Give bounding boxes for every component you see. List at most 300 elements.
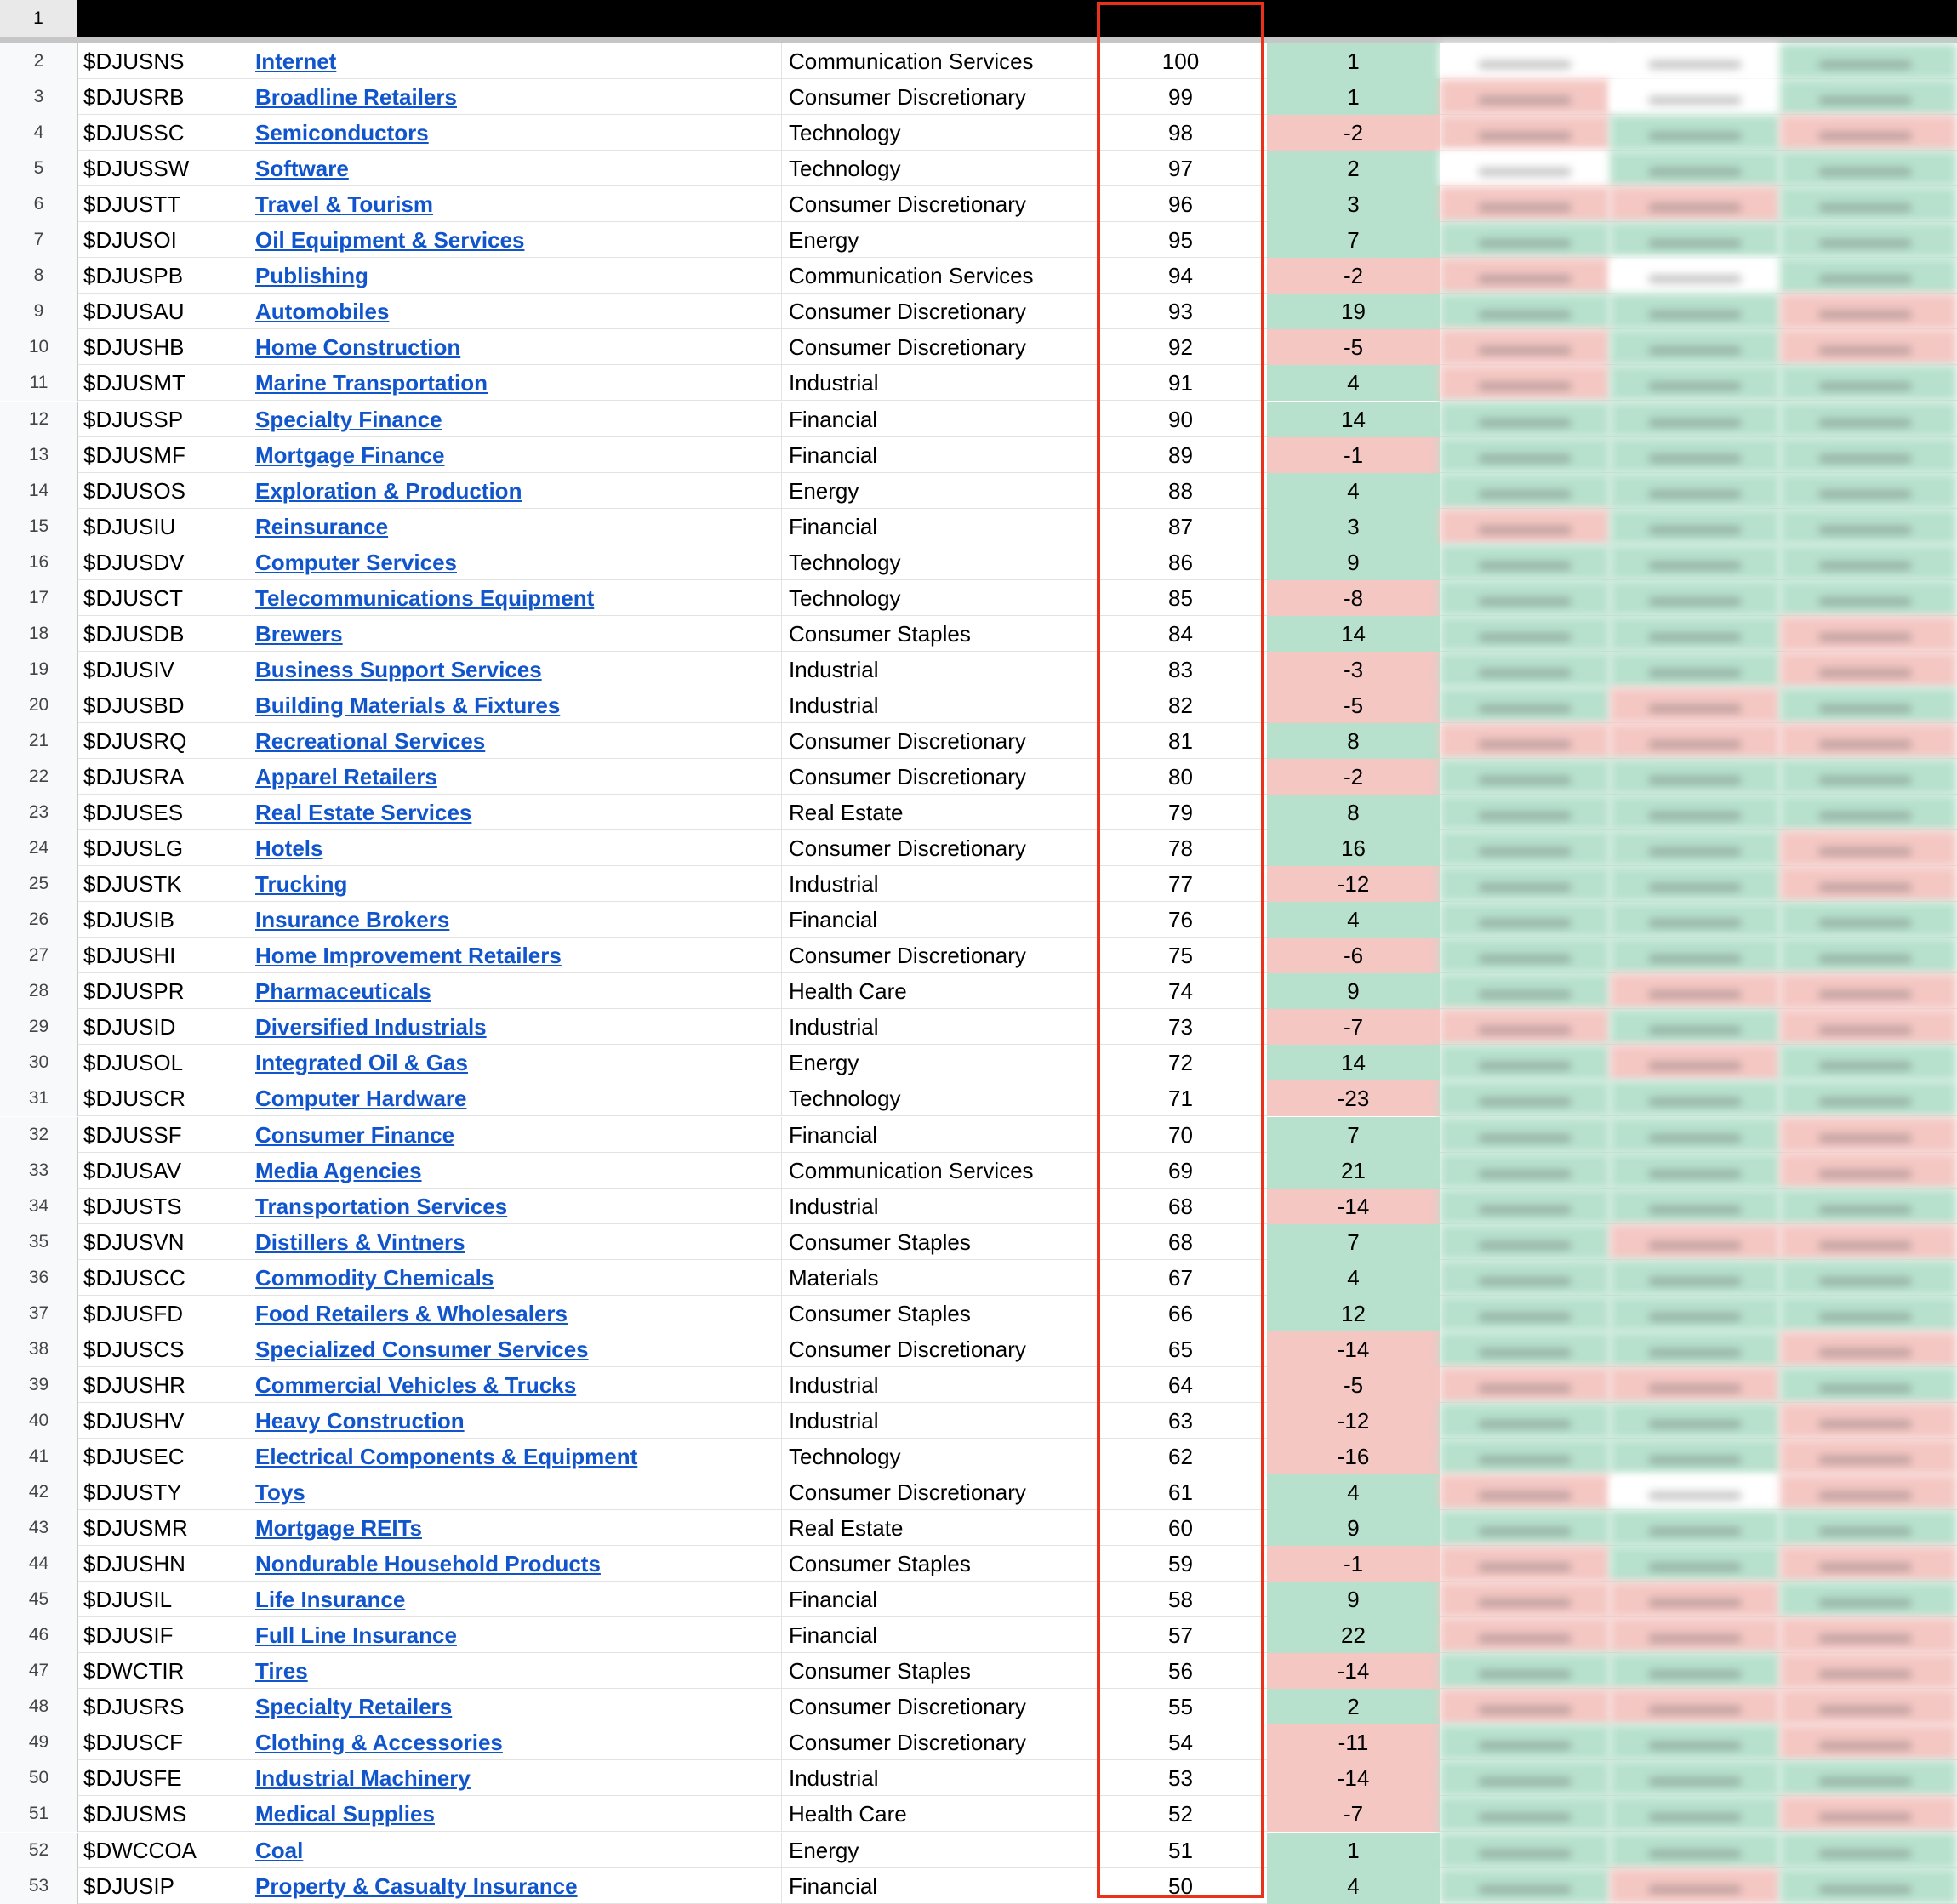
row-number[interactable]: 26 xyxy=(0,902,78,938)
sector-cell[interactable]: Financial xyxy=(789,442,878,468)
week12-change-cell-blurred[interactable] xyxy=(1780,115,1957,151)
rs-score-cell[interactable]: 55 xyxy=(1168,1694,1193,1720)
week2-change-cell-blurred[interactable] xyxy=(1440,795,1610,830)
industry-group-cell[interactable] xyxy=(248,1403,782,1439)
week2-change-cell-blurred[interactable] xyxy=(1440,1009,1610,1045)
sector-cell[interactable]: Communication Services xyxy=(789,263,1034,289)
week1-change-cell[interactable]: 14 xyxy=(1267,402,1440,437)
ticker-cell[interactable]: $DJUSFD xyxy=(78,1296,248,1331)
sector-cell[interactable]: Consumer Discretionary xyxy=(789,299,1026,325)
week2-change-cell-blurred[interactable] xyxy=(1440,1510,1610,1546)
rs-score-cell[interactable]: 96 xyxy=(1168,191,1193,218)
week1-change-cell[interactable]: -14 xyxy=(1267,1331,1440,1367)
sector-cell[interactable]: Industrial xyxy=(789,692,879,718)
industry-group-link[interactable]: Integrated Oil & Gas xyxy=(255,1050,468,1076)
week2-change-cell-blurred[interactable] xyxy=(1440,1224,1610,1260)
week4-change-cell-blurred[interactable] xyxy=(1610,1833,1780,1868)
week1-change-cell[interactable]: -1 xyxy=(1267,1546,1440,1582)
week12-change-cell-blurred[interactable] xyxy=(1780,1724,1957,1760)
week12-change-cell-blurred[interactable] xyxy=(1780,687,1957,723)
ticker-cell[interactable]: $DJUSRB xyxy=(78,79,248,115)
week12-change-cell-blurred[interactable] xyxy=(1780,580,1957,616)
week12-change-cell-blurred[interactable] xyxy=(1780,1403,1957,1439)
ticker-cell[interactable]: $DJUSNS xyxy=(78,43,248,79)
rs-score-cell[interactable]: 57 xyxy=(1168,1622,1193,1649)
rs-score-cell[interactable]: 94 xyxy=(1168,263,1193,289)
week4-change-cell-blurred[interactable] xyxy=(1610,1796,1780,1832)
rs-score-cell[interactable]: 90 xyxy=(1168,406,1193,432)
week4-change-cell-blurred[interactable] xyxy=(1610,115,1780,151)
sector-cell[interactable]: Consumer Discretionary xyxy=(789,1479,1026,1505)
rs-score-cell[interactable]: 65 xyxy=(1168,1336,1193,1362)
sector-cell[interactable]: Consumer Discretionary xyxy=(789,727,1026,754)
industry-group-cell[interactable] xyxy=(248,437,782,473)
industry-group-link[interactable]: Media Agencies xyxy=(255,1157,422,1183)
week12-change-cell-blurred[interactable] xyxy=(1780,1689,1957,1724)
week12-change-cell-blurred[interactable] xyxy=(1780,1117,1957,1153)
sector-header[interactable]: Sector xyxy=(788,6,857,31)
industry-group-cell[interactable] xyxy=(248,866,782,902)
sector-cell[interactable]: Technology xyxy=(789,120,901,146)
week12-change-cell-blurred[interactable] xyxy=(1780,1617,1957,1653)
ticker-cell[interactable]: $DJUSCS xyxy=(78,1331,248,1367)
week4-change-cell-blurred[interactable] xyxy=(1610,759,1780,795)
ticker-cell[interactable]: $DJUSBD xyxy=(78,687,248,723)
week4-change-cell-blurred[interactable] xyxy=(1610,365,1780,401)
week4-change-cell-blurred[interactable] xyxy=(1610,1260,1780,1296)
week1-change-cell[interactable]: 12 xyxy=(1267,1296,1440,1331)
week12-change-cell-blurred[interactable] xyxy=(1780,1796,1957,1832)
week1-change-cell[interactable]: -5 xyxy=(1267,1367,1440,1403)
week2-change-cell-blurred[interactable] xyxy=(1440,1080,1610,1116)
ticker-cell[interactable]: $DJUSRA xyxy=(78,759,248,795)
sector-cell[interactable]: Financial xyxy=(789,907,878,933)
industry-group-cell[interactable] xyxy=(248,1617,782,1653)
week2-change-cell-blurred[interactable] xyxy=(1440,222,1610,258)
rs-score-cell[interactable]: 63 xyxy=(1168,1407,1193,1434)
industry-group-link[interactable]: Software xyxy=(255,156,349,182)
industry-group-cell[interactable] xyxy=(248,973,782,1009)
row-number[interactable]: 10 xyxy=(0,329,78,365)
week4-change-cell-blurred[interactable] xyxy=(1610,1296,1780,1331)
week2-change-cell-blurred[interactable] xyxy=(1440,544,1610,580)
rs-score-cell[interactable]: 100 xyxy=(1161,48,1200,74)
week2-change-cell-blurred[interactable] xyxy=(1440,1582,1610,1617)
week12-change-cell-blurred[interactable] xyxy=(1780,759,1957,795)
industry-group-link[interactable]: Food Retailers & Wholesalers xyxy=(255,1300,568,1326)
row-number[interactable]: 46 xyxy=(0,1617,78,1653)
week12-change-cell-blurred[interactable] xyxy=(1780,509,1957,544)
industry-group-cell[interactable] xyxy=(248,723,782,759)
rs-score-cell[interactable]: 68 xyxy=(1168,1228,1193,1255)
week4-change-cell-blurred[interactable] xyxy=(1610,402,1780,437)
week4-change-cell-blurred[interactable] xyxy=(1610,1724,1780,1760)
ticker-cell[interactable]: $DJUSID xyxy=(78,1009,248,1045)
week4-change-cell-blurred[interactable] xyxy=(1610,437,1780,473)
ticker-cell[interactable]: $DJUSTT xyxy=(78,186,248,222)
week12-change-cell-blurred[interactable] xyxy=(1780,1045,1957,1080)
week2-change-cell-blurred[interactable] xyxy=(1440,616,1610,652)
week2-change-cell-blurred[interactable] xyxy=(1440,186,1610,222)
week12-change-cell-blurred[interactable] xyxy=(1780,1439,1957,1474)
week4-change-cell-blurred[interactable] xyxy=(1610,1653,1780,1689)
rs-score-cell[interactable]: 84 xyxy=(1168,620,1193,647)
week4-change-cell-blurred[interactable] xyxy=(1610,1439,1780,1474)
ticker-cell[interactable]: $DJUSIP xyxy=(78,1868,248,1904)
week12-change-cell-blurred[interactable] xyxy=(1780,616,1957,652)
rs-score-cell[interactable]: 87 xyxy=(1168,513,1193,539)
row-number[interactable]: 17 xyxy=(0,580,78,616)
industry-group-link[interactable]: Pharmaceuticals xyxy=(255,978,431,1005)
week1-change-cell[interactable]: 19 xyxy=(1267,294,1440,329)
sector-cell[interactable]: Consumer Discretionary xyxy=(789,191,1026,218)
industry-group-cell[interactable] xyxy=(248,1260,782,1296)
row-number[interactable]: 52 xyxy=(0,1833,78,1868)
week4-change-cell-blurred[interactable] xyxy=(1610,652,1780,687)
row-number[interactable]: 23 xyxy=(0,795,78,830)
rs-score-cell[interactable]: 67 xyxy=(1168,1264,1193,1291)
industry-group-link[interactable]: Building Materials & Fixtures xyxy=(255,692,561,718)
row-number[interactable]: 38 xyxy=(0,1331,78,1367)
row-number[interactable]: 11 xyxy=(0,365,78,401)
industry-group-link[interactable]: Marine Transportation xyxy=(255,370,488,396)
row-number[interactable]: 24 xyxy=(0,830,78,866)
week12-change-cell-blurred[interactable] xyxy=(1780,1009,1957,1045)
rs-score-cell[interactable]: 71 xyxy=(1168,1086,1193,1112)
week12-change-cell-blurred[interactable] xyxy=(1780,402,1957,437)
row-number[interactable]: 13 xyxy=(0,437,78,473)
sector-cell[interactable]: Industrial xyxy=(789,871,879,898)
week4-change-cell-blurred[interactable] xyxy=(1610,938,1780,973)
week12-change-cell-blurred[interactable] xyxy=(1780,1153,1957,1189)
week2-change-cell-blurred[interactable] xyxy=(1440,1868,1610,1904)
industry-group-cell[interactable] xyxy=(248,795,782,830)
week1-change-cell[interactable]: -11 xyxy=(1267,1724,1440,1760)
ticker-cell[interactable]: $DJUSHN xyxy=(78,1546,248,1582)
ticker-cell[interactable]: $DJUSSF xyxy=(78,1117,248,1153)
week1-change-cell[interactable]: -2 xyxy=(1267,115,1440,151)
row-number[interactable]: 4 xyxy=(0,115,78,151)
industry-group-cell[interactable] xyxy=(248,1439,782,1474)
industry-group-link[interactable]: Distillers & Vintners xyxy=(255,1228,465,1255)
ticker-header[interactable]: Ticker xyxy=(83,6,149,31)
week1-change-cell[interactable]: 4 xyxy=(1267,1868,1440,1904)
industry-group-cell[interactable] xyxy=(248,580,782,616)
week1-change-cell[interactable]: 4 xyxy=(1267,1260,1440,1296)
rs-score-cell[interactable]: 75 xyxy=(1168,943,1193,969)
row-number[interactable]: 27 xyxy=(0,938,78,973)
ticker-cell[interactable]: $DJUSCR xyxy=(78,1080,248,1116)
week4-change-cell-blurred[interactable] xyxy=(1610,544,1780,580)
rs-score-cell[interactable]: 50 xyxy=(1168,1873,1193,1899)
industry-group-link[interactable]: Broadline Retailers xyxy=(255,84,457,111)
week12-change-cell-blurred[interactable] xyxy=(1780,473,1957,509)
sector-cell[interactable]: Financial xyxy=(789,1873,878,1899)
week2-change-cell-blurred[interactable] xyxy=(1440,509,1610,544)
ticker-cell[interactable]: $DJUSOI xyxy=(78,222,248,258)
industry-group-link[interactable]: Telecommunications Equipment xyxy=(255,584,595,611)
industry-group-cell[interactable] xyxy=(248,43,782,79)
week4-change-cell-blurred[interactable] xyxy=(1610,1367,1780,1403)
row-number[interactable]: 39 xyxy=(0,1367,78,1403)
sector-cell[interactable]: Industrial xyxy=(789,1407,879,1434)
industry-group-cell[interactable] xyxy=(248,294,782,329)
week1-change-cell[interactable]: 9 xyxy=(1267,1510,1440,1546)
week12-change-cell-blurred[interactable] xyxy=(1780,795,1957,830)
week2-change-cell-blurred[interactable] xyxy=(1440,151,1610,186)
sector-cell[interactable]: Consumer Staples xyxy=(789,1658,971,1685)
industry-group-cell[interactable] xyxy=(248,687,782,723)
sector-cell[interactable]: Materials xyxy=(789,1264,879,1291)
week12-change-cell-blurred[interactable] xyxy=(1780,258,1957,294)
industry-group-link[interactable]: Trucking xyxy=(255,871,348,898)
row-number[interactable]: 47 xyxy=(0,1653,78,1689)
row-number[interactable]: 53 xyxy=(0,1868,78,1904)
week1-change-cell[interactable]: 1 xyxy=(1267,1833,1440,1868)
industry-group-cell[interactable] xyxy=(248,1117,782,1153)
ticker-cell[interactable]: $DJUSTK xyxy=(78,866,248,902)
week2-change-cell-blurred[interactable] xyxy=(1440,1403,1610,1439)
ticker-cell[interactable]: $DJUSLG xyxy=(78,830,248,866)
week1-change-cell[interactable]: 3 xyxy=(1267,186,1440,222)
week4-change-cell-blurred[interactable] xyxy=(1610,43,1780,79)
industry-group-cell[interactable] xyxy=(248,222,782,258)
week4-change-cell-blurred[interactable] xyxy=(1610,1617,1780,1653)
rs-score-cell[interactable]: 62 xyxy=(1168,1443,1193,1469)
row-number[interactable]: 30 xyxy=(0,1045,78,1080)
week4-change-cell-blurred[interactable] xyxy=(1610,723,1780,759)
rs-score-cell[interactable]: 54 xyxy=(1168,1730,1193,1756)
industry-group-link[interactable]: Home Construction xyxy=(255,334,461,361)
week2-change-cell-blurred[interactable] xyxy=(1440,402,1610,437)
week1-change-cell[interactable]: 8 xyxy=(1267,795,1440,830)
industry-group-link[interactable]: Computer Services xyxy=(255,549,457,575)
week12-change-cell-blurred[interactable] xyxy=(1780,1260,1957,1296)
week12-change-cell-blurred[interactable] xyxy=(1780,1833,1957,1868)
week1-change-cell[interactable]: 22 xyxy=(1267,1617,1440,1653)
sector-cell[interactable]: Consumer Discretionary xyxy=(789,1730,1026,1756)
rs-score-cell[interactable]: 60 xyxy=(1168,1515,1193,1542)
week1-change-cell[interactable]: 7 xyxy=(1267,1224,1440,1260)
sector-cell[interactable]: Consumer Staples xyxy=(789,1300,971,1326)
industry-group-cell[interactable] xyxy=(248,365,782,401)
week4-change-cell-blurred[interactable] xyxy=(1610,1546,1780,1582)
week4-change-cell-blurred[interactable] xyxy=(1610,473,1780,509)
week4-change-cell-blurred[interactable] xyxy=(1610,1689,1780,1724)
week4-change-cell-blurred[interactable] xyxy=(1610,509,1780,544)
ticker-cell[interactable]: $DJUSDB xyxy=(78,616,248,652)
week4-change-cell-blurred[interactable] xyxy=(1610,1080,1780,1116)
week1-change-cell[interactable]: 1 xyxy=(1267,43,1440,79)
ticker-cell[interactable]: $DJUSCF xyxy=(78,1724,248,1760)
week12-change-cell-blurred[interactable] xyxy=(1780,866,1957,902)
week4-change-cell-blurred[interactable] xyxy=(1610,1510,1780,1546)
row-number[interactable]: 7 xyxy=(0,222,78,258)
ticker-cell[interactable]: $DJUSSC xyxy=(78,115,248,151)
week12-change-cell-blurred[interactable] xyxy=(1780,1367,1957,1403)
industry-group-link[interactable]: Commodity Chemicals xyxy=(255,1264,494,1291)
week2-change-cell-blurred[interactable] xyxy=(1440,1331,1610,1367)
industry-group-link[interactable]: Travel & Tourism xyxy=(255,191,434,218)
ticker-cell[interactable]: $DJUSTY xyxy=(78,1474,248,1510)
week2-header[interactable]: 2 Weeks xyxy=(1481,6,1569,31)
rs-score-cell[interactable]: 98 xyxy=(1168,120,1193,146)
week2-change-cell-blurred[interactable] xyxy=(1440,1260,1610,1296)
rs-score-cell[interactable]: 73 xyxy=(1168,1014,1193,1040)
week2-change-cell-blurred[interactable] xyxy=(1440,1367,1610,1403)
week12-change-cell-blurred[interactable] xyxy=(1780,1653,1957,1689)
industry-group-cell[interactable] xyxy=(248,1510,782,1546)
sector-cell[interactable]: Technology xyxy=(789,1086,901,1112)
week1-change-cell[interactable]: 9 xyxy=(1267,1582,1440,1617)
industry-group-link[interactable]: Computer Hardware xyxy=(255,1086,467,1112)
week1-change-cell[interactable]: 4 xyxy=(1267,365,1440,401)
rs-score-cell[interactable]: 88 xyxy=(1168,477,1193,504)
sector-cell[interactable]: Financial xyxy=(789,1121,878,1148)
ticker-cell[interactable]: $DWCCOA xyxy=(78,1833,248,1868)
week1-change-cell[interactable]: 9 xyxy=(1267,544,1440,580)
week2-change-cell-blurred[interactable] xyxy=(1440,1689,1610,1724)
week2-change-cell-blurred[interactable] xyxy=(1440,1153,1610,1189)
sector-cell[interactable]: Consumer Staples xyxy=(789,620,971,647)
week4-header[interactable]: 4 Weeks xyxy=(1651,6,1739,31)
industry-group-cell[interactable] xyxy=(248,258,782,294)
sector-cell[interactable]: Technology xyxy=(789,156,901,182)
ticker-cell[interactable]: $DJUSAV xyxy=(78,1153,248,1189)
week2-change-cell-blurred[interactable] xyxy=(1440,652,1610,687)
week4-change-cell-blurred[interactable] xyxy=(1610,616,1780,652)
industry-group-cell[interactable] xyxy=(248,544,782,580)
sector-cell[interactable]: Consumer Discretionary xyxy=(789,1694,1026,1720)
rs-score-cell[interactable]: 93 xyxy=(1168,299,1193,325)
sector-cell[interactable]: Consumer Discretionary xyxy=(789,84,1026,111)
week2-change-cell-blurred[interactable] xyxy=(1440,1189,1610,1224)
row-number[interactable]: 3 xyxy=(0,79,78,115)
week4-change-cell-blurred[interactable] xyxy=(1610,1474,1780,1510)
sector-cell[interactable]: Technology xyxy=(789,584,901,611)
row-number[interactable]: 43 xyxy=(0,1510,78,1546)
week2-change-cell-blurred[interactable] xyxy=(1440,1117,1610,1153)
week2-change-cell-blurred[interactable] xyxy=(1440,1439,1610,1474)
week2-change-cell-blurred[interactable] xyxy=(1440,365,1610,401)
ticker-cell[interactable]: $DJUSOL xyxy=(78,1045,248,1080)
week12-change-cell-blurred[interactable] xyxy=(1780,1474,1957,1510)
sector-cell[interactable]: Industrial xyxy=(789,1765,879,1792)
industry-group-cell[interactable] xyxy=(248,1189,782,1224)
row-number[interactable]: 22 xyxy=(0,759,78,795)
industry-group-link[interactable]: Hotels xyxy=(255,835,323,862)
rs-score-cell[interactable]: 59 xyxy=(1168,1551,1193,1577)
week12-change-cell-blurred[interactable] xyxy=(1780,222,1957,258)
week2-change-cell-blurred[interactable] xyxy=(1440,1474,1610,1510)
week1-change-cell[interactable]: -7 xyxy=(1267,1796,1440,1832)
ticker-cell[interactable]: $DJUSCT xyxy=(78,580,248,616)
industry-group-cell[interactable] xyxy=(248,1689,782,1724)
row-number[interactable]: 2 xyxy=(0,43,78,79)
rs-score-cell[interactable]: 58 xyxy=(1168,1587,1193,1613)
week12-change-cell-blurred[interactable] xyxy=(1780,1510,1957,1546)
sector-cell[interactable]: Energy xyxy=(789,477,859,504)
rs-score-cell[interactable]: 68 xyxy=(1168,1193,1193,1219)
industry-group-cell[interactable] xyxy=(248,1080,782,1116)
ticker-cell[interactable]: $DJUSIB xyxy=(78,902,248,938)
week4-change-cell-blurred[interactable] xyxy=(1610,1331,1780,1367)
industry-group-link[interactable]: Specialized Consumer Services xyxy=(255,1336,589,1362)
rs-score-cell[interactable]: 99 xyxy=(1168,84,1193,111)
sector-cell[interactable]: Industrial xyxy=(789,370,879,396)
week2-change-cell-blurred[interactable] xyxy=(1440,294,1610,329)
industry-group-cell[interactable] xyxy=(248,1546,782,1582)
week4-change-cell-blurred[interactable] xyxy=(1610,1403,1780,1439)
week2-change-cell-blurred[interactable] xyxy=(1440,437,1610,473)
rs-score-cell[interactable]: 81 xyxy=(1168,727,1193,754)
sector-cell[interactable]: Real Estate xyxy=(789,1515,904,1542)
industry-group-link[interactable]: Nondurable Household Products xyxy=(255,1551,601,1577)
week12-change-cell-blurred[interactable] xyxy=(1780,938,1957,973)
week4-change-cell-blurred[interactable] xyxy=(1610,79,1780,115)
rs-score-cell[interactable]: 53 xyxy=(1168,1765,1193,1792)
week4-change-cell-blurred[interactable] xyxy=(1610,151,1780,186)
week12-change-cell-blurred[interactable] xyxy=(1780,365,1957,401)
industry-group-cell[interactable] xyxy=(248,186,782,222)
industry-group-link[interactable]: Diversified Industrials xyxy=(255,1014,487,1040)
week4-change-cell-blurred[interactable] xyxy=(1610,258,1780,294)
week2-change-cell-blurred[interactable] xyxy=(1440,329,1610,365)
industry-group-cell[interactable] xyxy=(248,329,782,365)
row-number[interactable]: 5 xyxy=(0,151,78,186)
row-number[interactable]: 6 xyxy=(0,186,78,222)
row-number[interactable]: 45 xyxy=(0,1582,78,1617)
ticker-cell[interactable]: $DJUSMR xyxy=(78,1510,248,1546)
industry-group-cell[interactable] xyxy=(248,1833,782,1868)
week1-change-cell[interactable]: 1 xyxy=(1267,79,1440,115)
rs-score-cell[interactable]: 78 xyxy=(1168,835,1193,862)
ticker-cell[interactable]: $DJUSHV xyxy=(78,1403,248,1439)
week4-change-cell-blurred[interactable] xyxy=(1610,1045,1780,1080)
sector-cell[interactable]: Consumer Staples xyxy=(789,1228,971,1255)
week2-change-cell-blurred[interactable] xyxy=(1440,43,1610,79)
sector-cell[interactable]: Industrial xyxy=(789,1371,879,1398)
week2-change-cell-blurred[interactable] xyxy=(1440,687,1610,723)
week1-change-cell[interactable]: 14 xyxy=(1267,616,1440,652)
industry-group-link[interactable]: Life Insurance xyxy=(255,1587,406,1613)
rs-score-cell[interactable]: 52 xyxy=(1168,1801,1193,1827)
week4-change-cell-blurred[interactable] xyxy=(1610,1153,1780,1189)
week4-change-cell-blurred[interactable] xyxy=(1610,830,1780,866)
industry-group-link[interactable]: Brewers xyxy=(255,620,343,647)
industry-group-cell[interactable] xyxy=(248,1760,782,1796)
industry-group-link[interactable]: Coal xyxy=(255,1837,304,1863)
week2-change-cell-blurred[interactable] xyxy=(1440,938,1610,973)
week1-header[interactable]: 1 Week xyxy=(1315,6,1392,31)
ticker-cell[interactable]: $DJUSDV xyxy=(78,544,248,580)
sector-cell[interactable]: Financial xyxy=(789,1622,878,1649)
industry-group-cell[interactable] xyxy=(248,1653,782,1689)
rs-score-cell[interactable]: 86 xyxy=(1168,549,1193,575)
row-number[interactable]: 34 xyxy=(0,1189,78,1224)
row-number[interactable]: 35 xyxy=(0,1224,78,1260)
ticker-cell[interactable]: $DJUSPR xyxy=(78,973,248,1009)
sector-cell[interactable]: Energy xyxy=(789,227,859,254)
industry-group-cell[interactable] xyxy=(248,1153,782,1189)
industry-group-cell[interactable] xyxy=(248,830,782,866)
industry-group-cell[interactable] xyxy=(248,79,782,115)
week12-change-cell-blurred[interactable] xyxy=(1780,723,1957,759)
week2-change-cell-blurred[interactable] xyxy=(1440,115,1610,151)
week12-change-cell-blurred[interactable] xyxy=(1780,1546,1957,1582)
industry-group-link[interactable]: Heavy Construction xyxy=(255,1407,465,1434)
ticker-cell[interactable]: $DJUSPB xyxy=(78,258,248,294)
